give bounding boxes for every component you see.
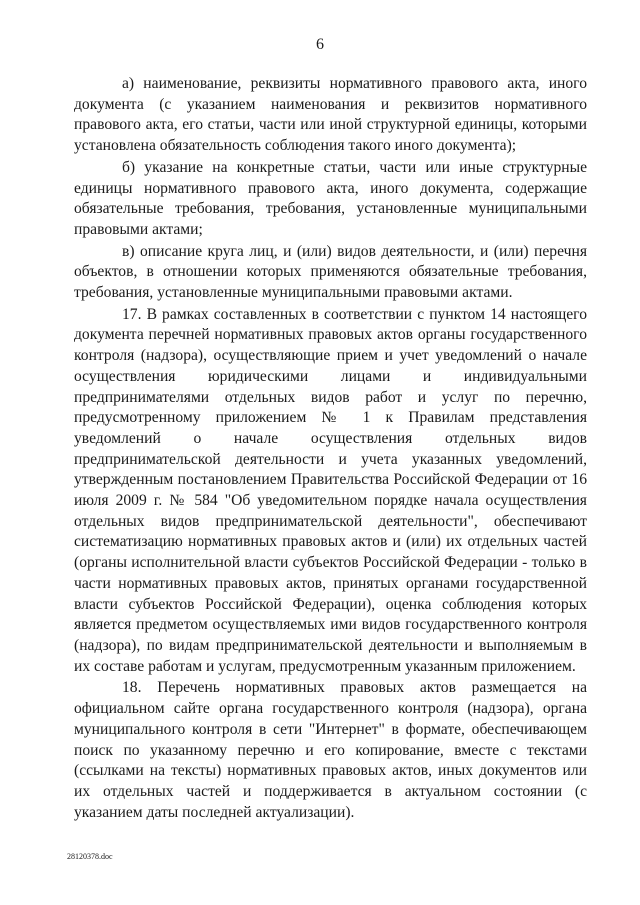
- document-body: [74, 74, 587, 824]
- page-number: 6: [316, 36, 324, 53]
- paragraph-17: 17. В рамках составленных в соответствии с пунктом 14 настоящего документа перечней нормативных правовых актов органы государственного контроля (надзора), осуществляющие прием и учет уведомлений о начале осуществления юридическими лицами и индивидуальными предпринимателями отдельных видов работ и услуг по перечню, предусмотренному приложением № 1 к Правилам представления уведомлений о начале осуществления отдельных видов предпринимательской деятельности и учета указанных уведомлений, утвержденным постановлением Правительства Российской Федерации от 16 июля 2009 г. № 584 "Об уведомительном порядке начала осуществления отдельных видов предпринимательской деятельности", обеспечивают систематизацию нормативных правовых актов и (или) их отдельных частей (органы исполнительной власти субъектов Российской Федерации - только в части нормативных правовых актов, принятых органами государственной власти субъектов Российской Федерации), оценка соблюдения которых является предметом осуществляемых ими видов государственного контроля (надзора), по видам предпринимательской деятельности и выполняемым в их составе работам и услугам, предусмотренным указанным приложением.: [74, 305, 587, 675]
- paragraph-b: б) указание на конкретные статьи, части или иные структурные единицы нормативного правового акта, иного документа, содержащие обязательные требования, требования, установленные муниципальными правовыми актами;: [74, 158, 587, 238]
- file-name-footer: 28120378.doc: [67, 852, 113, 861]
- paragraph-c: в) описание круга лиц, и (или) видов деятельности, и (или) перечня объектов, в отношении которых применяются обязательные требования, требования, установленные муниципальными правовыми актами.: [74, 242, 587, 302]
- paragraph-a: а) наименование, реквизиты нормативного правового акта, иного документа (с указанием наименования и реквизитов нормативного правового акта, его статьи, части или иной структурной единицы, которыми установлена обязательность соблюдения такого иного документа);: [74, 75, 587, 155]
- paragraph-18: 18. Перечень нормативных правовых актов размещается на официальном сайте органа государственного контроля (надзора), органа муниципального контроля в сети "Интернет" в формате, обеспечивающем поиск по указанному перечню и его копирование, вместе с текстами (ссылками на тексты) нормативных правовых актов, иных документов или их отдельных частей и поддерживается в актуальном состоянии (с указанием даты последней актуализации).: [74, 679, 587, 821]
